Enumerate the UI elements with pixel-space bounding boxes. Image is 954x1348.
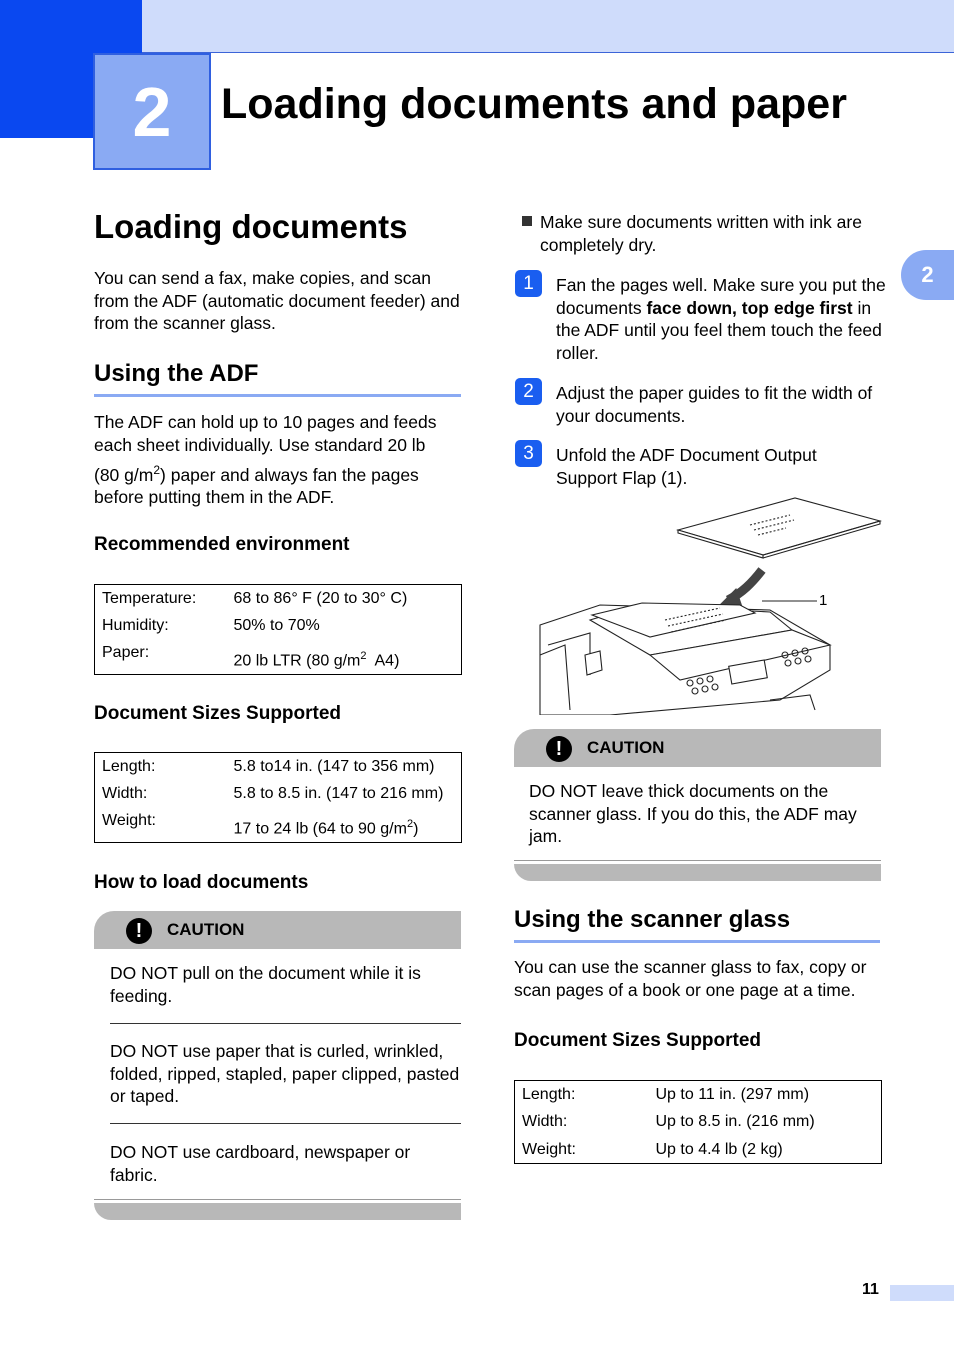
- step-number: 3: [515, 440, 542, 467]
- bullet-marker: [522, 216, 532, 226]
- glass-sizes-table: [514, 1080, 882, 1164]
- table-value: [227, 639, 462, 675]
- adf-text-line: before putting them in the ADF.: [94, 487, 335, 508]
- sizes-table: [94, 752, 462, 843]
- adf-paragraph: [94, 411, 464, 509]
- how-to-heading: How to load documents: [94, 872, 309, 893]
- table-label: Humidity:: [102, 617, 169, 634]
- bullet-text: Make sure documents written with ink are completely dry.: [540, 212, 862, 255]
- caution-item: DO NOT use paper that is curled, wrinkled, folded, ripped, stapled, paper clipped, pasted or taped.: [110, 1041, 460, 1106]
- table-row: [95, 807, 462, 843]
- superscript: 2: [360, 650, 367, 662]
- chapter-number: 2: [132, 72, 172, 151]
- figure-callout: 1: [819, 592, 828, 609]
- table-value: 5.8 to14 in. (147 to 356 mm): [233, 758, 435, 775]
- step-text-part: in the ADF until you feel them touch the feed roller.: [556, 297, 882, 363]
- recommended-table: [94, 584, 462, 675]
- header-band: [0, 0, 954, 53]
- table-value: 68 to 86° F (20 to 30° C): [233, 590, 408, 607]
- table-label: Length:: [102, 758, 156, 775]
- value-part: 17 to 24 lb (64 to 90 g/m: [233, 820, 407, 838]
- heading-rule: [94, 394, 461, 397]
- caution-item: DO NOT leave thick documents on the scanner glass. If you do this, the ADF may jam.: [529, 781, 857, 846]
- superscript: 2: [406, 818, 414, 830]
- caution-footer-fill: [514, 864, 881, 881]
- adf-text-line: each sheet individually. Use standard 20 lb: [94, 434, 426, 455]
- table-row: [95, 780, 462, 807]
- adf-text-part: (80 g/m: [94, 464, 154, 485]
- table-value: [227, 807, 462, 843]
- table-value: 50% to 70%: [233, 617, 320, 634]
- table-row: [95, 585, 462, 613]
- table-value: Up to 4.4 lb (2 kg): [655, 1140, 783, 1158]
- step-text: [556, 274, 886, 364]
- recommended-heading: Recommended environment: [94, 534, 350, 555]
- caution-footer: [94, 1199, 461, 1220]
- glass-heading: Using the scanner glass: [514, 906, 791, 933]
- value-part: ): [413, 820, 419, 838]
- table-value: Up to 8.5 in. (216 mm): [655, 1113, 815, 1131]
- chapter-number-box: [93, 53, 211, 170]
- caution-label: CAUTION: [587, 738, 665, 757]
- table-label: Weight:: [522, 1140, 576, 1158]
- table-label: Weight:: [102, 812, 156, 829]
- heading-rule: [514, 940, 880, 943]
- adf-illustration: [530, 495, 884, 715]
- intro-paragraph: You can send a fax, make copies, and scan from the ADF (automatic document feeder) and from the scanner glass.: [94, 268, 460, 333]
- adf-text-part: ) paper and always fan the pages: [160, 464, 419, 485]
- page-number: 11: [862, 1281, 879, 1298]
- adf-text-line: [94, 459, 464, 486]
- side-tab-label: 2: [921, 262, 934, 287]
- table-value: Up to 11 in. (297 mm): [655, 1086, 810, 1103]
- table-row: [515, 1081, 882, 1109]
- caution-banner: [94, 911, 461, 949]
- caution-footer: [514, 860, 881, 881]
- table-label: Width:: [102, 785, 148, 802]
- glass-paragraph: You can use the scanner glass to fax, copy or scan pages of a book or one page at a time.: [514, 957, 867, 1000]
- table-value: 5.8 to 8.5 in. (147 to 216 mm): [233, 785, 444, 802]
- table-label: Temperature:: [102, 590, 197, 607]
- table-row: [95, 753, 462, 781]
- caution-item: DO NOT pull on the document while it is feeding.: [110, 963, 421, 1006]
- page-number-bar: [890, 1285, 954, 1301]
- adf-heading: Using the ADF: [94, 360, 259, 387]
- table-label: Width:: [522, 1113, 568, 1131]
- superscript: 2: [153, 463, 161, 477]
- caution-item: DO NOT use cardboard, newspaper or fabric.: [110, 1142, 411, 1185]
- value-part: 20 lb LTR (80 g/m: [233, 652, 361, 670]
- table-row: [515, 1108, 882, 1135]
- step-text: Adjust the paper guides to fit the width of your documents.: [556, 383, 873, 426]
- table-row: [95, 639, 462, 675]
- table-row: [515, 1136, 882, 1164]
- table-label: Length:: [522, 1086, 576, 1103]
- step-text-bold: face down, top edge first: [646, 297, 853, 318]
- step-number: 2: [515, 378, 542, 405]
- step-number: 1: [515, 270, 542, 297]
- glass-sizes-heading: Document Sizes Supported: [514, 1030, 762, 1051]
- caution-banner: [514, 729, 881, 767]
- adf-text-line: The ADF can hold up to 10 pages and feeds: [94, 412, 437, 432]
- divider: [110, 1123, 461, 1124]
- caution-footer-fill: [94, 1203, 461, 1220]
- chapter-side-tab[interactable]: [901, 250, 954, 300]
- caution-label: CAUTION: [167, 920, 245, 939]
- step-text: Unfold the ADF Document Output Support Flap (1).: [556, 445, 817, 488]
- chapter-title: Loading documents and paper: [221, 80, 847, 128]
- divider: [110, 1023, 461, 1024]
- step-text-part: Fan the pages well. Make sure you put the documents: [556, 275, 886, 318]
- sizes-heading: Document Sizes Supported: [94, 703, 342, 724]
- value-part: A4): [366, 652, 400, 670]
- exclamation-icon: !: [126, 918, 152, 944]
- exclamation-icon: !: [546, 736, 572, 762]
- table-row: [95, 612, 462, 639]
- section-heading: Loading documents: [94, 208, 408, 245]
- table-label: Paper:: [102, 644, 150, 661]
